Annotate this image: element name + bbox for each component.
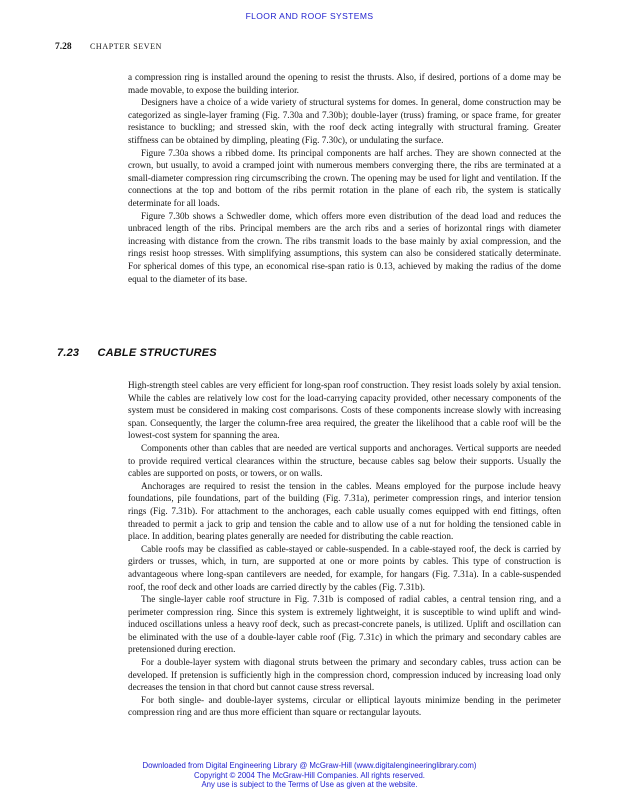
chapter-line bbox=[55, 42, 562, 52]
paragraph: Figure 7.30b shows a Schwedler dome, which offers more even distribution of the dead load and reduces the unbraced length of the ribs. Principal members are the arch ribs and a series of horizontal rings with diameter increasing with distance from the crown. The ribs transmit loads to the base mainly by axial compression, and the rings resist hoop stresses. With simplifying assumptions, this system can also be considered statically determinate. For spherical domes of this type, an economical rise-span ratio is 0.13, achieved by making the radius of the dome equal to the diameter of its base. bbox=[128, 210, 561, 284]
footer-download-line: Downloaded from Digital Engineering Library @ McGraw-Hill (www.digitalengineeringlibrary.com) bbox=[142, 761, 477, 770]
page-number: 7.28 bbox=[55, 42, 72, 52]
section-heading bbox=[57, 347, 217, 359]
running-title: FLOOR AND ROOF SYSTEMS bbox=[245, 11, 374, 21]
paragraph: Designers have a choice of a wide variety of structural systems for domes. In general, dome construction may be categorized as single-layer framing (Fig. 7.30a and 7.30b); double-layer (truss) framing, or space frame, for greater resistance to buckling; and stressed skin, with the roof deck acting integrally with structural framing. Greater stiffness can be obtained by dimpling, pleating (Fig. 7.30c), or undulating the surface. bbox=[128, 97, 561, 145]
footer bbox=[0, 761, 619, 790]
section-title: CABLE STRUCTURES bbox=[97, 347, 217, 359]
paragraph: For a double-layer system with diagonal struts between the primary and secondary cables, truss action can be developed. If pretension is sufficiently high in the compression chord, compression induced by increasing load only decreases the tension in that chord but cannot cause stress reversal. bbox=[128, 657, 561, 693]
footer-terms-line: Any use is subject to the Terms of Use as given at the website. bbox=[201, 780, 418, 789]
paragraph: Anchorages are required to resist the tension in the cables. Means employed for the purpose include heavy foundations, pile foundations, part of the building (Fig. 7.31a), perimeter compression rings, and interior tension rings (Fig. 7.31b). For attachment to the anchorages, each cable usually comes equipped with end fittings, often threaded to permit a jack to grip and tension the cable and to allow use of a nut for holding the tensioned cable in place. In addition, bearing plates generally are needed for distributing the cable reaction. bbox=[128, 480, 561, 542]
paragraph: For both single- and double-layer systems, circular or elliptical layouts minimize bending in the perimeter compression ring and are thus more efficient than square or rectangular layouts. bbox=[128, 694, 561, 718]
section-number: 7.23 bbox=[57, 347, 80, 359]
paragraph: Figure 7.30a shows a ribbed dome. Its principal components are half arches. They are shown connected at the crown, but usually, to avoid a cramped joint with numerous members converging there, the ribs are terminated at a small-diameter compression ring circumscribing the crown. The opening may be used for light and ventilation. If the connections at the top and bottom of the ribs permit rotation in the plane of each rib, the system is statically determinate for all loads. bbox=[128, 147, 561, 208]
body-block-domes bbox=[128, 71, 561, 285]
paragraph: Cable roofs may be classified as cable-stayed or cable-suspended. In a cable-stayed roof, the deck is carried by girders or trusses, which, in turn, are supported at one or more points by cables. This type of construction is advantageous where long-span cantilevers are needed, for example, for hangars (Fig. 7.31a). In a cable-suspended roof, the roof deck and other loads are carried directly by the cables (Fig. 7.31b). bbox=[128, 543, 561, 592]
paragraph: The single-layer cable roof structure in Fig. 7.31b is composed of radial cables, a central tension ring, and a perimeter compression ring. Since this system is extremely lightweight, it is susceptible to wind uplift and wind-induced oscillations unless a heavy roof deck, such as precast-concrete panels, is utilized. Uplift and oscillation can be eliminated with the use of a double-layer cable roof (Fig. 7.31c) in which the primary and secondary cables are pretensioned during erection. bbox=[128, 594, 561, 655]
footer-copyright-line: Copyright © 2004 The McGraw-Hill Companies. All rights reserved. bbox=[194, 770, 425, 780]
paragraph: Components other than cables that are needed are vertical supports and anchorages. Vertical supports are needed to provide required vertical clearances within the structure, because cables sag below their supports. Usually the cables are supported on posts, or towers, or on walls. bbox=[128, 442, 561, 479]
running-head bbox=[0, 11, 619, 21]
body-block-cables bbox=[128, 379, 561, 719]
paragraph: High-strength steel cables are very efficient for long-span roof construction. They resist loads solely by axial tension. While the cables are relatively low cost for the load-carrying capacity provided, other necessary components of the system must be considered in making cost comparisons. Costs of these components increase slowly with increasing span. Consequently, the larger the column-free area required, the greater the likelihood that a cable roof will be the lowest-cost system for spanning the area. bbox=[128, 380, 561, 441]
paragraph: a compression ring is installed around the opening to resist the thrusts. Also, if desired, portions of a dome may be made movable, to expose the building interior. bbox=[128, 72, 561, 95]
chapter-title: CHAPTER SEVEN bbox=[90, 42, 163, 51]
